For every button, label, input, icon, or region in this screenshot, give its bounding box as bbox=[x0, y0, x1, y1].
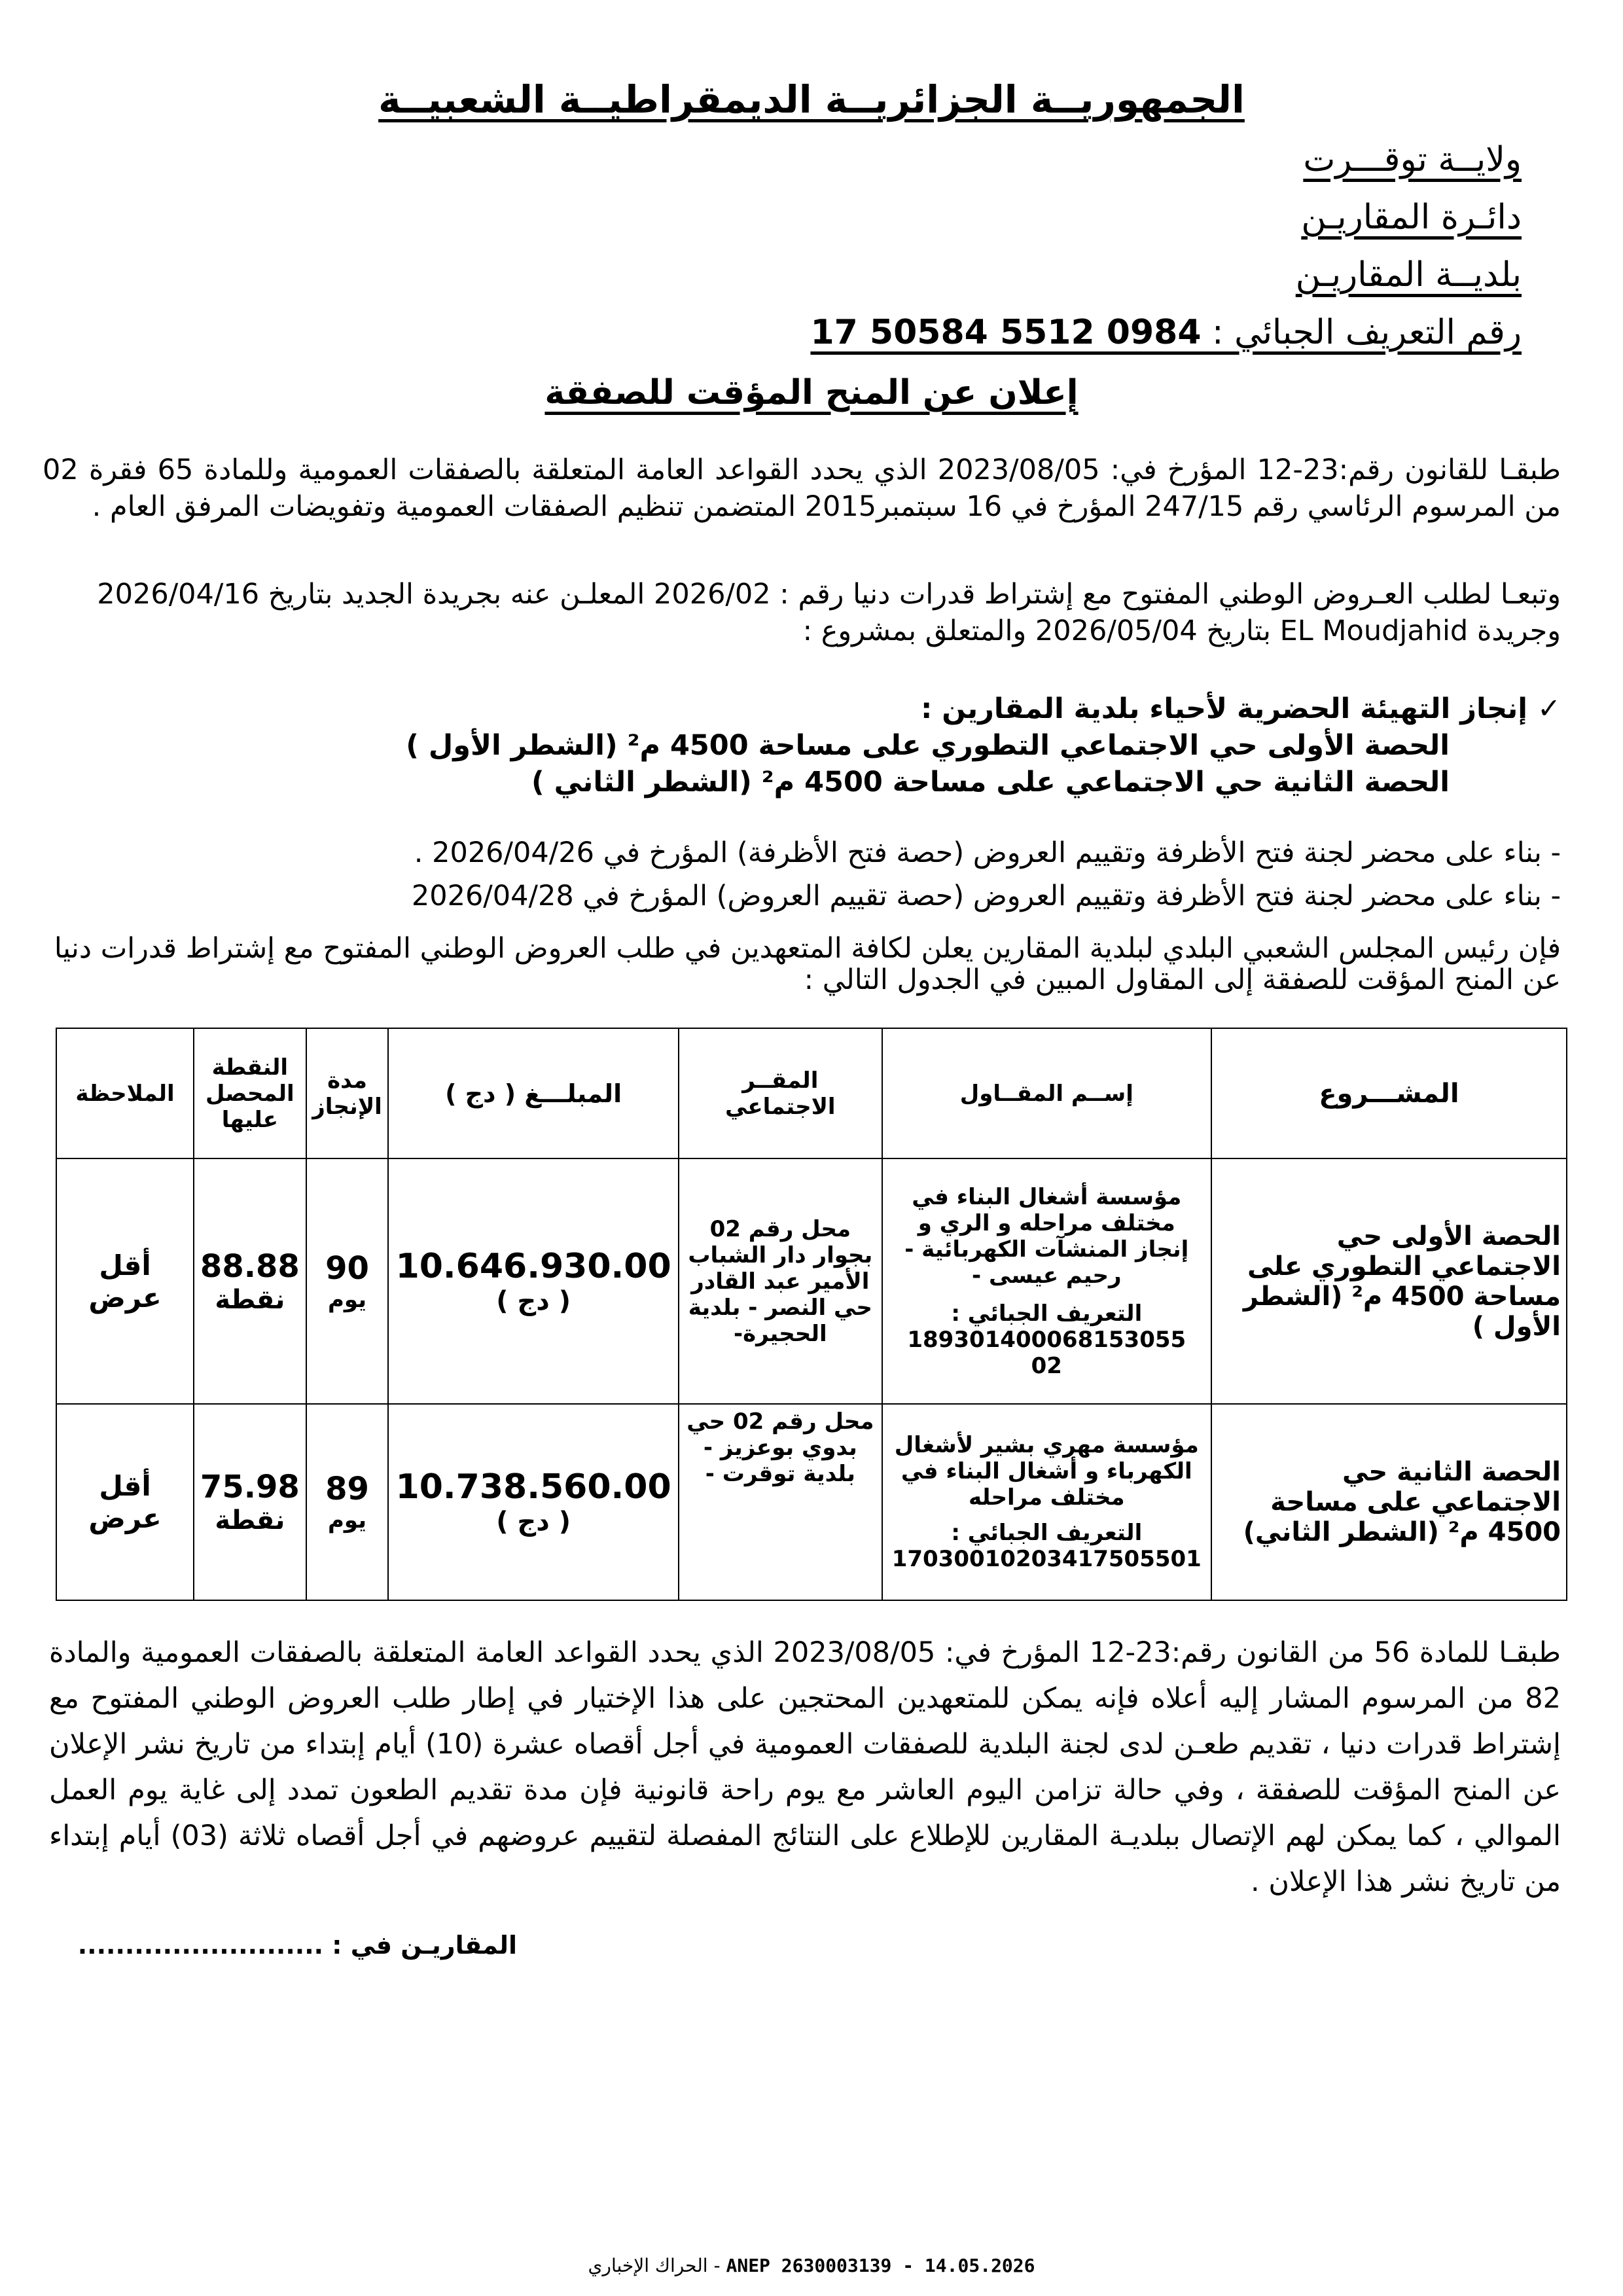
lot-1-line: الحصة الأولى حي الاجتماعي التطوري على مساحة 4500 م² (الشطر الأول ) bbox=[406, 729, 1450, 762]
wilaya-line: ولايــة توقـــرت bbox=[1303, 140, 1522, 179]
place-date-line: المقاريـن في : .......................... bbox=[77, 1931, 517, 1960]
project-title: إنجاز التهيئة الحضرية لأحياء بلدية المقارين : bbox=[921, 692, 1527, 725]
contractor-tax-id: 189301400068153055 02 bbox=[907, 1326, 1186, 1379]
cell-duration bbox=[306, 1404, 389, 1600]
lot-2-line: الحصة الثانية حي الاجتماعي على مساحة 4500 م² (الشطر الثاني ) bbox=[531, 766, 1450, 798]
commune-line: بلديــة المقاريـن bbox=[1295, 255, 1522, 295]
cell-headquarters: محل رقم 02 بجوار دار الشباب الأمير عبد القادر حي النصر - بلدية الحجيرة- bbox=[679, 1158, 882, 1404]
header-duration: مدة الإنجاز bbox=[306, 1028, 389, 1158]
score-value: 88.88 bbox=[200, 1247, 300, 1285]
contractor-tax-id: 17030010203417505501 bbox=[891, 1546, 1202, 1572]
cell-project: الحصة الأولى حي الاجتماعي التطوري على مساحة 4500 م² (الشطر الأول ) bbox=[1211, 1158, 1567, 1404]
checkmark-icon: ✓ bbox=[1537, 692, 1561, 725]
republic-heading: الجمهوريــة الجزائريــة الديمقراطيــة الشعبيــة bbox=[378, 77, 1245, 122]
cell-headquarters: محل رقم 02 حي بدوي بوعزيز - بلدية توقرت - bbox=[679, 1404, 882, 1600]
newspaper-name: - الحراك الإخباري bbox=[588, 2255, 721, 2276]
daira-line: دائـرة المقاريـن bbox=[1301, 198, 1522, 237]
cell-note: أقل عرض bbox=[56, 1158, 194, 1404]
issuer-block bbox=[802, 131, 1522, 361]
amount-value: 10.738.560.00 bbox=[395, 1467, 671, 1507]
cell-amount bbox=[388, 1404, 678, 1600]
cell-duration bbox=[306, 1158, 389, 1404]
contractor-tax-label: التعريف الجبائي : bbox=[951, 1520, 1143, 1546]
cell-project: الحصة الثانية حي الاجتماعي على مساحة 4500 م² (الشطر الثاني) bbox=[1211, 1404, 1567, 1600]
contractor-name: مؤسسة مهري بشير لأشغال الكهرباء و أشغال البناء في مختلف مراحله bbox=[894, 1432, 1199, 1511]
tax-id-value: 17 50584 5512 0984 bbox=[810, 313, 1202, 352]
amount-value: 10.646.930.00 bbox=[395, 1246, 671, 1286]
duration-value: 89 bbox=[325, 1471, 369, 1507]
duration-unit: يوم bbox=[327, 1286, 366, 1313]
contractor-name: مؤسسة أشغال البناء في مختلف مراحله و الري و إنجاز المنشآت الكهربائية - رحيم عيسى - bbox=[904, 1183, 1189, 1289]
intro-paragraph-2: وتبعـا لطلب العـروض الوطني المفتوح مع إشتراط قدرات دنيا رقم : 2026/02 المعلـن عنه بجريدة الجديد بتاريخ 2026/04/16 وجريدة EL Moudjahid بتاريخ 2026/05/04 والمتعلق بمشروع : bbox=[97, 578, 1561, 647]
appeal-paragraph: طبقـا للمادة 56 من القانون رقم:23-12 المؤرخ في: 2023/08/05 الذي يحدد القواعد العامة المتعلقة بالصفقات العمومية والمادة 82 من المرسوم المشار إليه أعلاه فإنه يمكن للمتعهدين المحتجين على هذا الإختيار في إطار طلب العروض الوطني المفتوح مع إشتراط قدرات دنيا ، تقديم طعـن لدى لجنة البلدية للصفقات العمومية في أجل أقصاه عشرة (10) أيام إبتداء من تاريخ نشر الإعلان عن المنح المؤقت للصفقة ، وفي حالة تزامن اليوم العاشر مع يوم راحة قانونية فإن مدة تقديم الطعون تمدد إلى غاية يوم العمل الموالي ، كما يمكن لهم الإتصال ببلديـة المقارين للإطلاع على النتائج المفصلة لتقييم عروضهم في أجل أقصاه ثلاثة (03) أيام إبتداء من تاريخ نشر هذا الإعلان . bbox=[49, 1636, 1561, 1898]
amount-currency: ( دج ) bbox=[496, 1285, 571, 1316]
publication-footer bbox=[0, 2255, 1623, 2276]
contractor-tax-label: التعريف الجبائي : bbox=[951, 1300, 1143, 1327]
score-value: 75.98 bbox=[200, 1469, 300, 1505]
duration-value: 90 bbox=[325, 1249, 369, 1287]
basis-item-opening: - بناء على محضر لجنة فتح الأظرفة وتقييم العروض (حصة فتح الأظرفة) المؤرخ في 2026/04/26 . bbox=[414, 836, 1561, 869]
tax-id-line bbox=[802, 304, 1522, 361]
cell-amount bbox=[388, 1158, 678, 1404]
cell-contractor bbox=[882, 1158, 1211, 1404]
tax-id-label: رقم التعريف الجبائي : bbox=[1212, 313, 1522, 352]
cell-score bbox=[194, 1404, 306, 1600]
cell-note: أقل عرض bbox=[56, 1404, 194, 1600]
header-project: المشـــروع bbox=[1211, 1028, 1567, 1158]
score-unit: نقطة bbox=[215, 1284, 285, 1315]
header-headquarters: المقــر الاجتماعي bbox=[679, 1028, 882, 1158]
header-amount: المبلـــغ ( دج ) bbox=[388, 1028, 678, 1158]
amount-currency: ( دج ) bbox=[496, 1507, 571, 1537]
table-row bbox=[56, 1158, 1567, 1404]
table-row bbox=[56, 1404, 1567, 1600]
basis-item-evaluation: - بناء على محضر لجنة فتح الأظرفة وتقييم العروض (حصة تقييم العروض) المؤرخ في 2026/04/28 bbox=[411, 880, 1561, 912]
duration-unit: يوم bbox=[327, 1507, 366, 1534]
project-block bbox=[43, 691, 1561, 800]
table-header-row bbox=[56, 1028, 1567, 1158]
anep-reference: ANEP 2630003139 - 14.05.2026 bbox=[726, 2255, 1035, 2276]
header-score: النقطة المحصل عليها bbox=[194, 1028, 306, 1158]
cell-contractor bbox=[882, 1404, 1211, 1600]
score-unit: نقطة bbox=[215, 1505, 285, 1535]
award-table bbox=[56, 1028, 1567, 1601]
cell-score bbox=[194, 1158, 306, 1404]
announce-paragraph: فإن رئيس المجلس الشعبي البلدي لبلدية المقارين يعلن لكافة المتعهدين في طلب العروض الوطني المفتوح مع إشتراط قدرات دنيا عن المنح المؤقت للصفقة إلى المقاول المبين في الجدول التالي : bbox=[54, 932, 1561, 996]
header-note: الملاحظة bbox=[56, 1028, 194, 1158]
project-heading bbox=[43, 691, 1561, 727]
intro-paragraph-1: طبقـا للقانون رقم:23-12 المؤرخ في: 2023/08/05 الذي يحدد القواعد العامة المتعلقة بالصفقات العمومية وللمادة 65 فقرة 02 من المرسوم الرئاسي رقم 247/15 المؤرخ في 16 سبتمبر2015 المتضمن تنظيم الصفقات العمومية وتفويضات المرفق العام . bbox=[43, 454, 1561, 523]
basis-list bbox=[43, 831, 1561, 918]
header-contractor: إســم المقــاول bbox=[882, 1028, 1211, 1158]
announcement-title: إعلان عن المنح المؤقت للصفقة bbox=[544, 373, 1079, 412]
